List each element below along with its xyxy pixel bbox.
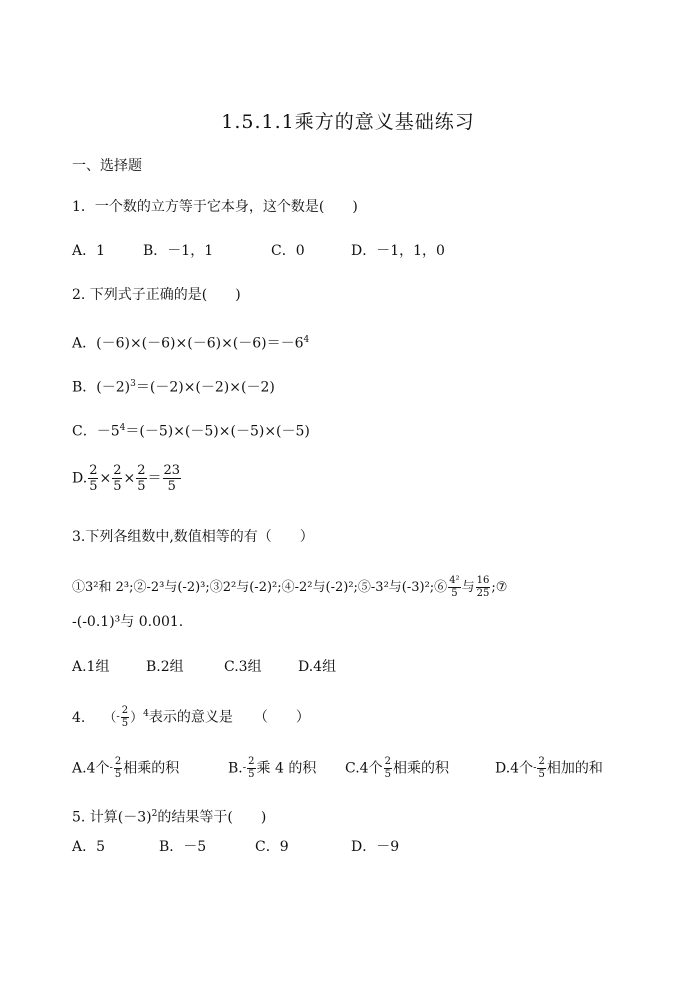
q1-stem: 1．一个数的立方等于它本身，这个数是( ) [72,199,358,215]
q5-option-a[interactable]: A．5 [72,839,106,855]
q4-option-c-post: 相乘的积 [392,760,449,777]
equals-sign: ＝ [147,470,162,487]
q4-option-b-post: 乘 4 的积 [256,760,317,777]
q2-option-c[interactable] [72,418,310,442]
fraction-denominator: 5 [89,479,98,494]
fraction-numerator: 2 [137,463,146,478]
q3-option-d[interactable]: D.4组 [298,659,337,675]
q4-option-a[interactable] [72,757,228,780]
times-sign: × [99,470,112,487]
q1-options [72,241,445,261]
q2-option-c-exponent: 4 [119,423,126,433]
q3-stem: 3.下列各组数中,数值相等的有（ ） [72,529,314,545]
q4-option-a-post: 相乘的积 [123,760,180,777]
fraction-denominator: 5 [167,479,176,494]
q2-option-d-label: D. [72,470,88,487]
fraction-numerator: 2 [89,463,98,478]
fraction [448,576,460,599]
q1-option-d[interactable]: D．－1，1，0 [351,243,445,259]
fraction [112,464,122,493]
fraction [136,464,146,493]
fraction-numerator: 23 [163,463,181,478]
times-sign: × [123,470,136,487]
fraction-denominator: 5 [113,479,122,494]
q2-option-a[interactable] [72,330,309,354]
q4-option-c-pre: C.4个 [345,760,383,777]
fraction [476,576,491,599]
minus-sign: - [533,762,537,774]
q4-option-a-pre: A.4个 [72,760,110,777]
q1-option-c[interactable]: C．0 [271,243,305,259]
q2-option-b[interactable] [72,374,275,398]
q4-exponent: 4 [143,709,149,719]
q4-label: 4. [72,709,86,726]
fraction [384,757,392,780]
q4-option-d-pre: D.4个 [495,760,534,777]
fraction [247,757,255,780]
fraction-denominator: 5 [121,718,129,730]
fraction-denominator: 5 [451,588,458,599]
q3-groups-line-2: -(-0.1)³与 0.001. [72,614,184,630]
q2-option-a-exponent: 4 [303,335,310,345]
q2-option-c-rest: ＝(－5)×(－5)×(－5)×(－5) [125,423,310,440]
page-title: 1.5.1.1乘方的意义基础练习 [221,111,475,133]
minus-sign: - [116,711,120,723]
q5-option-c[interactable]: C．9 [255,839,289,855]
fraction [88,464,98,493]
q4-stem-tail: 表示的意义是 （ ） [148,709,310,726]
q5-stem-post: 的结果等于( ) [157,809,267,826]
q1-option-a[interactable]: A．1 [72,243,106,259]
q3-option-c[interactable]: C.3组 [224,659,262,675]
fraction-denominator: 5 [114,769,122,780]
q5-exponent: 2 [151,809,158,819]
fraction-numerator: 2 [248,756,255,767]
q2-option-a-text: A．(－6)×(－6)×(－6)×(－6)＝－6 [72,335,304,352]
fraction-denominator: 5 [538,769,545,780]
q5-option-d[interactable]: D．－9 [351,839,400,855]
fraction-numerator: 4² [449,575,460,586]
q3-option-b[interactable]: B.2组 [146,659,184,675]
q4-stem [72,704,310,729]
q2-option-b-exponent: 3 [130,379,136,389]
q3-options [72,657,336,677]
q3-groups-1-5: ①3²和 2³;②-2³与(-2)³;③2²与(-2)²;④-2²与(-2)²;⑤-3²与(-3)²;⑥ [72,580,448,595]
fraction-numerator: 2 [121,705,129,717]
q2-stem: 2. 下列式子正确的是( ) [72,287,241,303]
q2-option-b-rest: ＝(－2)×(－2)×(－2) [135,379,275,396]
fraction-numerator: 2 [113,463,122,478]
fraction [121,706,129,729]
minus-sign: - [109,762,113,774]
q4-option-d[interactable] [495,757,603,780]
fraction-denominator: 5 [384,769,391,780]
close-paren: ） [130,710,144,726]
q1-option-b[interactable]: B．－1，1 [143,243,214,259]
fraction-denominator: 25 [476,588,490,599]
q4-option-b[interactable] [228,757,345,780]
q4-options [72,757,603,780]
fraction [537,757,545,780]
fraction-numerator: 2 [538,756,545,767]
q4-option-d-post: 相加的和 [546,760,603,777]
fraction [163,464,182,493]
q2-option-b-base: B．(－2) [72,379,131,396]
q3-option-a[interactable]: A.1组 [72,659,110,675]
q4-option-b-pre: B. [228,760,243,777]
fraction-denominator: 5 [137,479,146,494]
q2-option-d[interactable] [72,464,182,493]
fraction-numerator: 2 [114,756,122,767]
q5-option-b[interactable]: B．－5 [159,839,207,855]
q5-stem [72,804,266,828]
q4-option-c[interactable] [345,757,495,780]
fraction-numerator: 16 [476,575,490,586]
q5-options [72,837,399,857]
fraction-denominator: 5 [248,769,255,780]
q3-group-7-marker: ;⑦ [491,580,508,595]
section-heading: 一、选择题 [72,158,142,174]
q3-groups-line-1 [72,576,507,599]
q5-stem-pre: 5. 计算(－3) [72,809,152,826]
fraction-numerator: 2 [384,756,391,767]
minus-sign: - [242,762,247,774]
q3-connector: 与 [461,580,475,595]
fraction [114,757,122,780]
open-paren: （ [103,710,117,726]
q2-option-c-base: C．－5 [72,423,120,440]
